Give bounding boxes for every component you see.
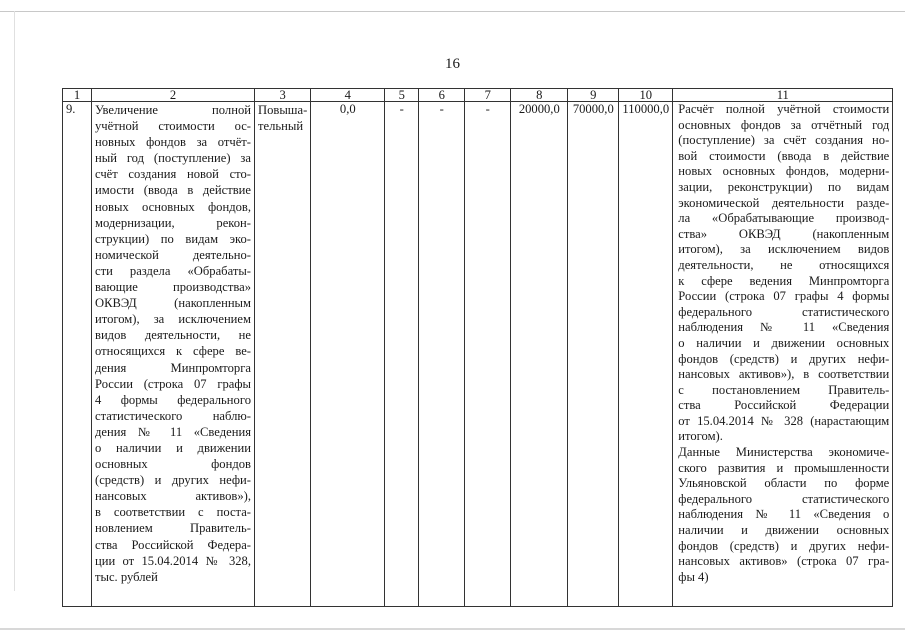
text-line: итогом). (678, 429, 723, 444)
text-line: счёт создания новой сто- (95, 167, 251, 182)
header-cell: 10 (619, 89, 673, 102)
text-line: (средств) и других нефи- (95, 473, 251, 488)
text-line: относящихся к сфере ве- (95, 344, 251, 359)
text-line: наблюдения № 11 «Сведения о (678, 507, 890, 522)
text-line: фы 4) (678, 569, 709, 584)
text-line: итогом), за исключением видов (678, 242, 890, 257)
text-line: нансовых активов» (строка 07 гра- (678, 554, 890, 569)
header-cell: 11 (673, 89, 893, 102)
text-line: зации, реконструкции) по видам (678, 179, 890, 194)
text-line: России (строка 07 графы (95, 376, 251, 391)
text-line: (поступление) за счёт создания но- (678, 133, 890, 148)
text-line: 4 формы федерального (95, 392, 251, 407)
text-line: о наличии и движении основных (678, 335, 890, 350)
text-line: экономической деятельности разде- (678, 195, 890, 210)
text-line: новных фондов за отчёт- (95, 135, 251, 150)
text-line: имости (ввода в действие (95, 183, 251, 198)
text-line: наличии и движении основных (678, 523, 890, 538)
text-line: дения № 11 «Сведения (95, 424, 251, 439)
value-col7: - (465, 102, 511, 607)
page-number: 16 (445, 56, 460, 72)
scan-edge-bottom (0, 628, 905, 630)
row-number: 9. (63, 102, 92, 607)
text-line: Увеличение полной (95, 103, 251, 117)
text-line: статистического наблю- (95, 408, 251, 423)
text-line: о наличии и движении (95, 440, 251, 455)
indicator-direction (255, 102, 311, 607)
header-cell: 1 (63, 89, 92, 102)
text-line: дения Минпромторга (95, 360, 251, 375)
scan-edge-top (0, 11, 905, 12)
header-cell: 2 (92, 89, 255, 102)
text-line: ции от 15.04.2014 № 328, (95, 553, 251, 568)
header-cell: 9 (568, 89, 619, 102)
header-cell: 4 (311, 89, 385, 102)
text-line: в соответствии с поста- (95, 505, 251, 520)
text-line: Ульяновской области по форме (678, 476, 890, 491)
text-line: нансовых активов»), в соответствии (678, 367, 890, 382)
header-cell: 6 (419, 89, 465, 102)
text-line: вающие производства» (95, 280, 251, 295)
text-line: от 15.04.2014 № 328 (нарастающим (678, 413, 890, 428)
calculation-method (673, 102, 893, 607)
text-line: новых основных фондов, модерни- (678, 164, 890, 179)
text-line: учётной стоимости ос- (95, 119, 251, 134)
text-line: наблюдения № 11 «Сведения (678, 320, 890, 335)
text-line: ОКВЭД (накопленным (95, 296, 251, 311)
text-line: Расчёт полной учётной стоимости (678, 102, 890, 116)
value-col9: 70000,0 (568, 102, 619, 607)
text-line: основных фондов (95, 457, 251, 472)
value-col4: 0,0 (311, 102, 385, 607)
text-line: новых основных фондов, (95, 199, 251, 214)
scan-edge-left (14, 11, 15, 591)
text-line: Данные Министерства экономиче- (678, 445, 890, 460)
text-line: нансовых активов»), (95, 489, 251, 504)
text-line: ства Российской Федерации (678, 398, 890, 413)
value-col5: - (385, 102, 419, 607)
text-line: фондов (средств) и других нефи- (678, 538, 890, 553)
text-line: фондов (средств) и других нефи- (678, 351, 890, 366)
text-line: тельный (258, 119, 304, 133)
header-cell: 5 (385, 89, 419, 102)
header-cell: 8 (511, 89, 568, 102)
text-line: деятельности, не относящихся (678, 257, 890, 272)
header-cell: 3 (255, 89, 311, 102)
table-row (63, 102, 893, 607)
table-header-row (63, 89, 893, 102)
text-line: вой стоимости (ввода в действие (678, 148, 890, 163)
text-line: видов деятельности, не (95, 328, 251, 343)
text-line: итогом), за исключением (95, 312, 251, 327)
text-line: новлением Правитель- (95, 521, 251, 536)
text-line: сти раздела «Обрабаты- (95, 263, 251, 278)
value-col6: - (419, 102, 465, 607)
text-line: ского развития и промышленности (678, 460, 890, 475)
text-line: России (строка 07 графы 4 формы (678, 289, 890, 304)
indicator-table (62, 88, 893, 607)
text-line: ства Российской Федера- (95, 537, 251, 552)
text-line: основных фондов за отчётный год (678, 117, 890, 132)
header-cell: 7 (465, 89, 511, 102)
value-col10: 110000,0 (619, 102, 673, 607)
text-line: струкции) по видам эко- (95, 231, 251, 246)
text-line: модернизации, рекон- (95, 215, 251, 230)
text-line: номической деятельно- (95, 247, 251, 262)
text-line: ный год (поступление) за (95, 151, 251, 166)
value-col8: 20000,0 (511, 102, 568, 607)
text-line: Повыша- (258, 103, 308, 117)
text-line: ла «Обрабатывающие производ- (678, 211, 890, 226)
text-line: с постановлением Правитель- (678, 382, 890, 397)
text-line: тыс. рублей (95, 569, 158, 584)
indicator-description (92, 102, 255, 607)
text-line: федерального статистического (678, 304, 890, 319)
text-line: к сфере ведения Минпромторга (678, 273, 890, 288)
text-line: ства» ОКВЭД (накопленным (678, 226, 890, 241)
text-line: федерального статистического (678, 491, 890, 506)
